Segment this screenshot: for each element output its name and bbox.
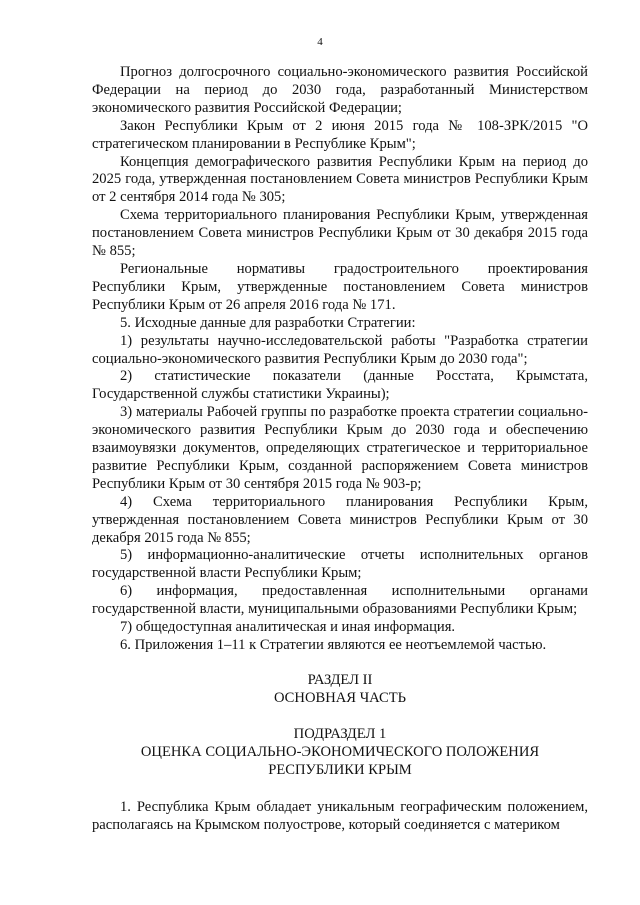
list-item: 6) информация, предоставленная исполнительными органами государственной власти, муниципальными образованиями Республики Крым; xyxy=(92,583,588,618)
list-item: 4) Схема территориального планирования Республики Крым, утвержденная постановлением Совета министров Республики Крым от 30 декабря 2015 года № 855; xyxy=(92,493,588,546)
subsection-heading xyxy=(92,726,588,780)
paragraph: Концепция демографического развития Республики Крым на период до 2025 года, утвержденная постановлением Совета министров Республики Крым от 2 сентября 2014 года № 305; xyxy=(92,153,588,206)
subsection-title: ПОДРАЗДЕЛ 1 xyxy=(293,725,387,742)
paragraph: Региональные нормативы градостроительного проектирования Республики Крым, утвержденные постановлением Совета министров Республики Крым от 26 апреля 2016 года № 171. xyxy=(92,260,588,313)
subsection-heading-line: ОЦЕНКА СОЦИАЛЬНО-ЭКОНОМИЧЕСКОГО ПОЛОЖЕНИЯ xyxy=(140,743,540,760)
section-title: РАЗДЕЛ II xyxy=(307,671,373,688)
section-subtitle: ОСНОВНАЯ ЧАСТЬ xyxy=(273,689,407,706)
list-item: 3) материалы Рабочей группы по разработке проекта стратегии социально-экономического развития Республики Крым до 2030 года и обеспечению взаимоувязки документов, определяющих стратегическое и территориальное развитие Республики Крым, созданной распоряжением Совета министров Республики Крым от 30 сентября 2015 года № 903-р; xyxy=(92,404,588,492)
paragraph: 6. Приложения 1–11 к Стратегии являются ее неотъемлемой частью. xyxy=(120,637,547,653)
paragraph: 5. Исходные данные для разработки Стратегии: xyxy=(120,314,416,331)
list-item: 1) результаты научно-исследовательской работы "Разработка стратегии социально-экономического развития Республики Крым до 2030 года"; xyxy=(92,332,588,367)
list-item: 7) общедоступная аналитическая и иная информация. xyxy=(120,619,456,636)
paragraph: Схема территориального планирования Республики Крым, утвержденная постановлением Совета министров Республики Крым от 30 декабря 2015 года № 855; xyxy=(92,207,588,260)
list-item: 5) информационно-аналитические отчеты исполнительных органов государственной власти Республики Крым; xyxy=(92,547,588,582)
page-number: 4 xyxy=(317,36,323,48)
subsection-heading-line: РЕСПУБЛИКИ КРЫМ xyxy=(268,761,412,778)
list-item: 2) статистические показатели (данные Росстата, Крымстата, Государственной службы статистики Украины); xyxy=(92,368,588,403)
paragraph: Закон Республики Крым от 2 июня 2015 года № 108-ЗРК/2015 "О стратегическом планировании в Республике Крым"; xyxy=(92,117,588,152)
paragraph: 1. Республика Крым обладает уникальным географическим положением, располагаясь на Крымском полуострове, который соединяется с материком xyxy=(92,799,588,834)
document-body xyxy=(92,64,588,835)
section-heading xyxy=(92,672,588,708)
paragraph: Прогноз долгосрочного социально-экономического развития Российской Федерации на период до 2030 года, разработанный Министерством экономического развития Российской Федерации; xyxy=(92,64,588,116)
